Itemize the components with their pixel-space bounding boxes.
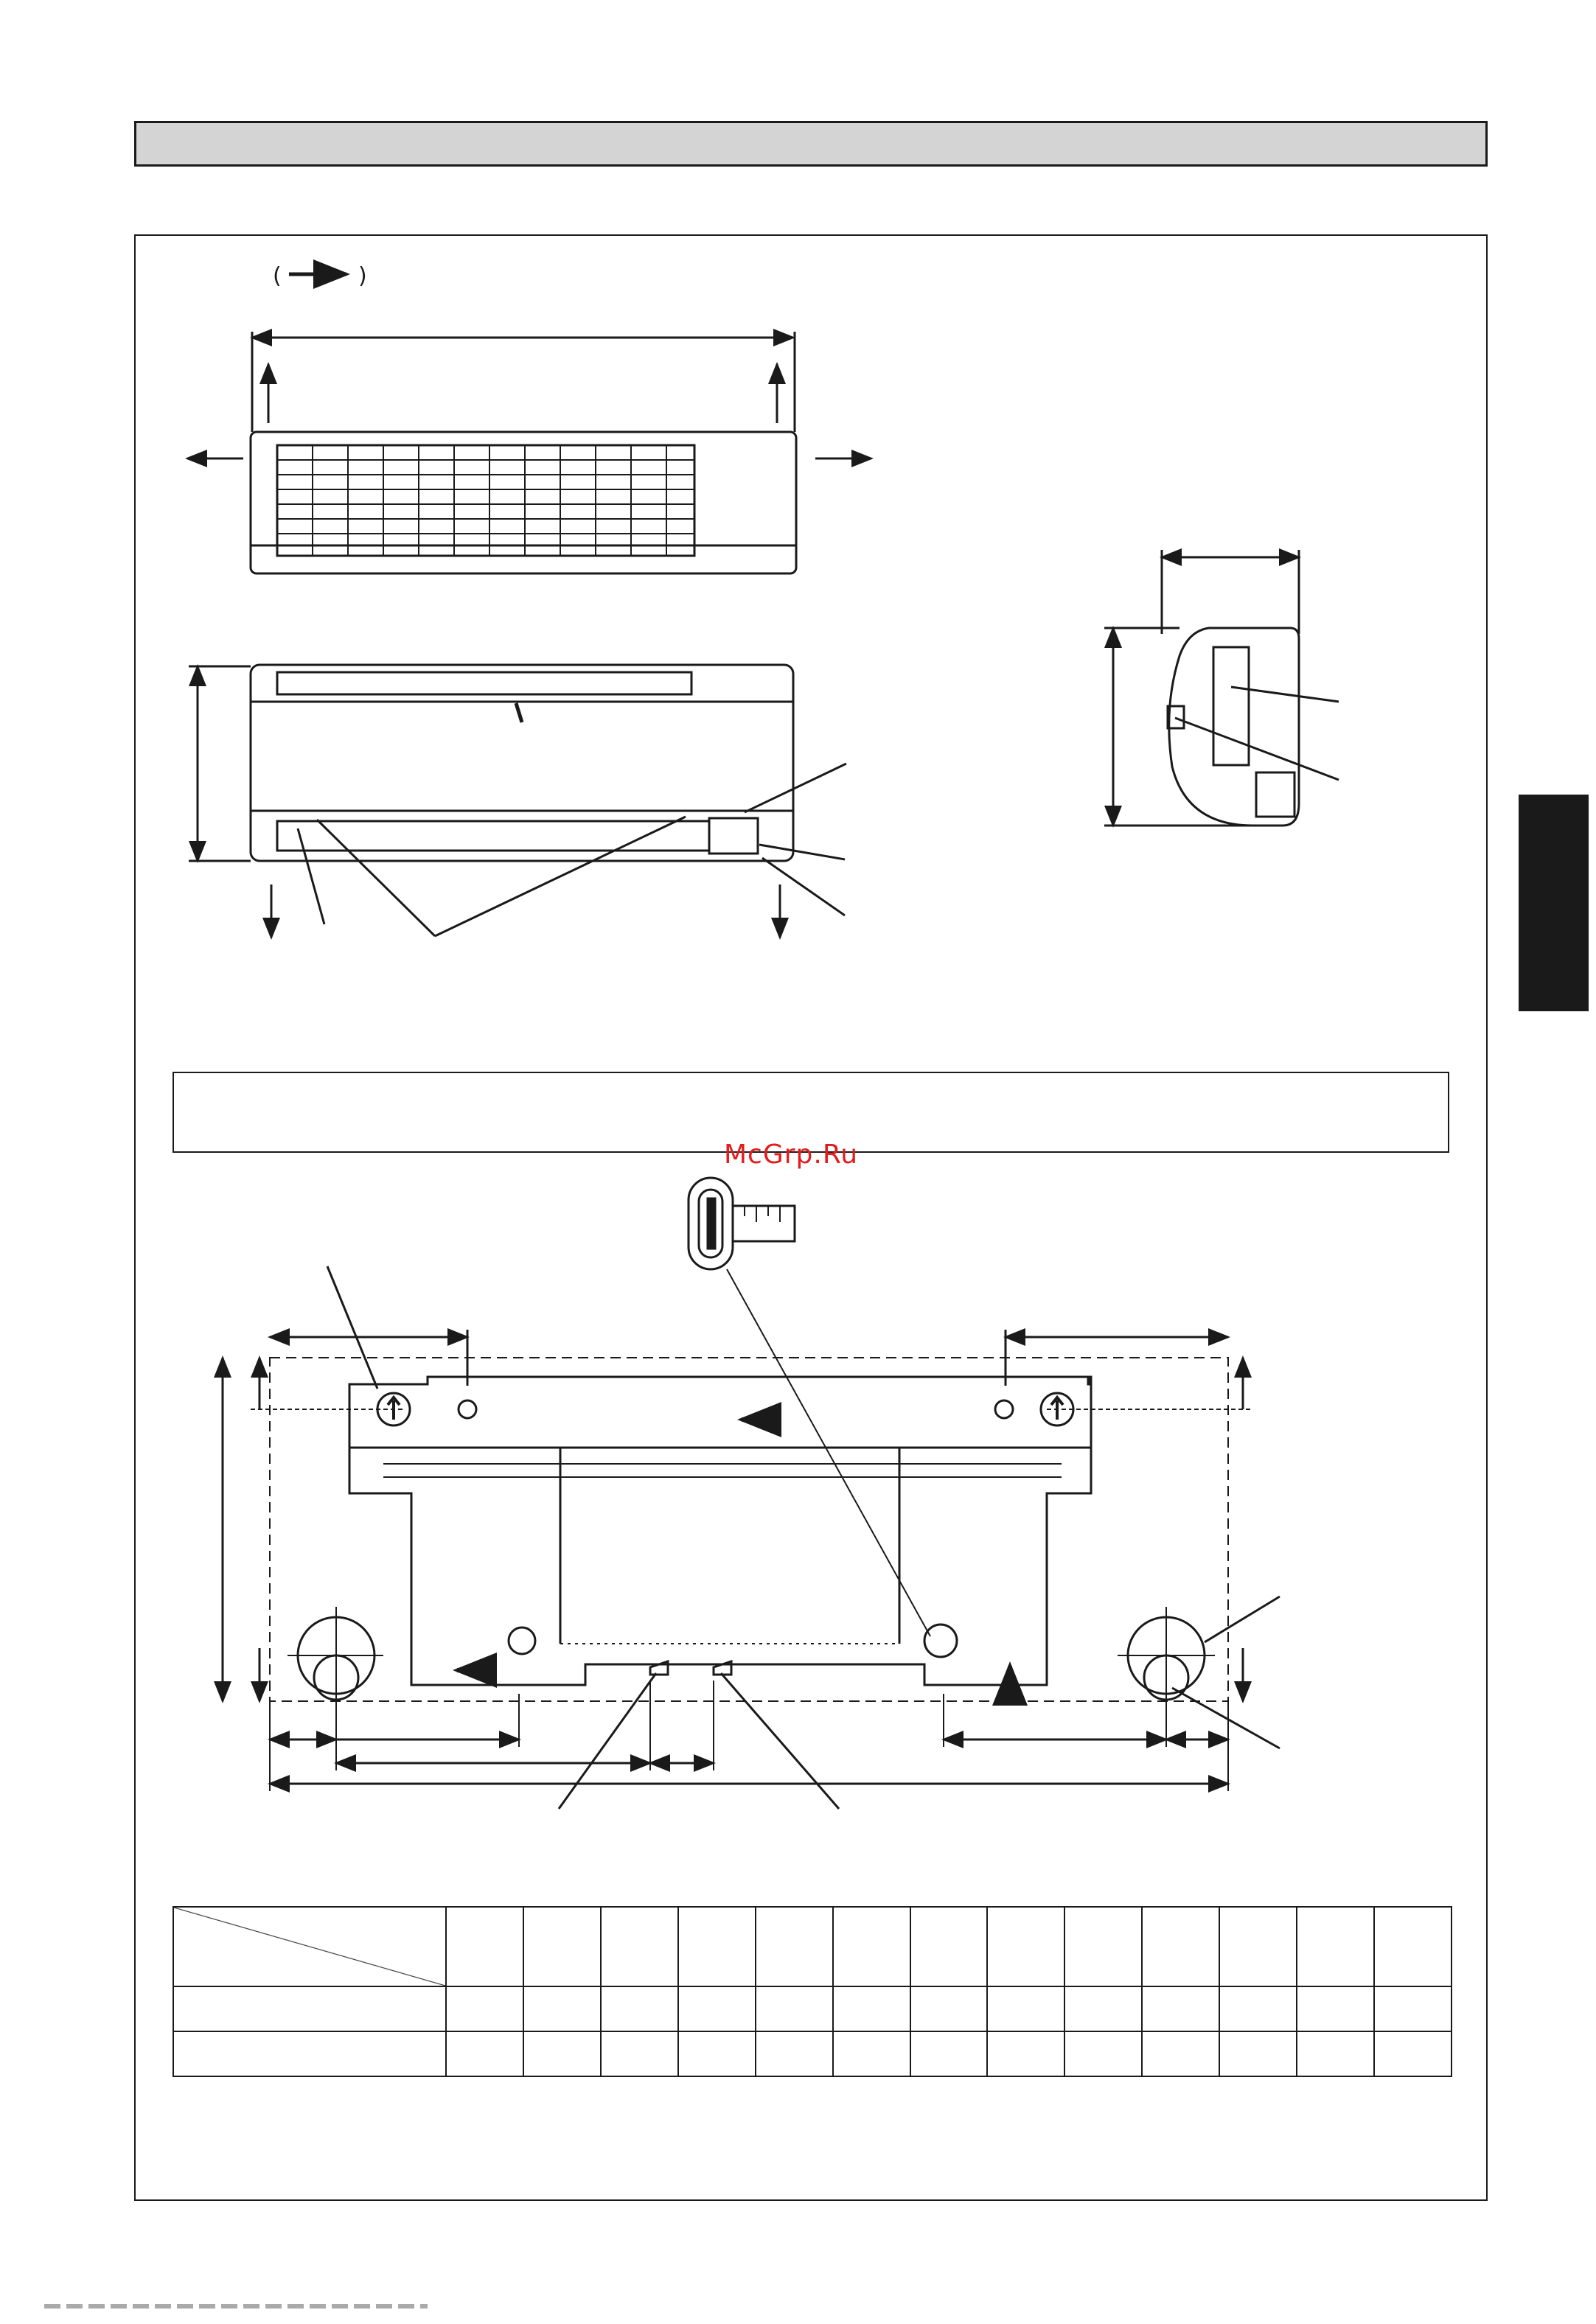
table-cell	[1219, 1986, 1297, 2031]
table-cell	[833, 1986, 910, 2031]
table-cell	[678, 2031, 756, 2076]
table-cell	[601, 1986, 678, 2031]
table-cell	[833, 1907, 910, 1986]
svg-text:): )	[358, 263, 367, 289]
table-cell	[1374, 1986, 1452, 2031]
table-cell	[446, 2031, 523, 2076]
table-cell	[1219, 2031, 1297, 2076]
table-cell	[1064, 2031, 1142, 2076]
table-cell	[1297, 1907, 1374, 1986]
unit-front-view	[189, 665, 846, 938]
legend-arrow-icon	[273, 263, 367, 289]
table-row	[173, 1986, 1452, 2031]
table-cell	[446, 1986, 523, 2031]
watermark: McGrp.Ru	[724, 1140, 859, 1170]
table-cell	[173, 1986, 446, 2031]
tape-measure-icon	[689, 1178, 930, 1636]
table-cell	[833, 2031, 910, 2076]
table-cell	[987, 1986, 1064, 2031]
table-cell	[678, 1907, 756, 1986]
table-cell	[1142, 1907, 1219, 1986]
table-row	[173, 2031, 1452, 2076]
unit-side-view	[1104, 550, 1339, 826]
table-cell	[601, 2031, 678, 2076]
table-cell	[987, 2031, 1064, 2076]
table-cell	[523, 1907, 601, 1986]
table-cell	[1064, 1907, 1142, 1986]
table-cell	[446, 1907, 523, 1986]
table-cell	[523, 2031, 601, 2076]
table-cell	[1142, 1986, 1219, 2031]
table-cell	[910, 2031, 988, 2076]
table-cell	[1297, 1986, 1374, 2031]
table-cell	[1297, 2031, 1374, 2076]
table-cell	[523, 1986, 601, 2031]
dimension-table	[173, 1906, 1452, 2077]
table-cell	[601, 1907, 678, 1986]
table-cell	[1374, 1907, 1452, 1986]
table-cell	[987, 1907, 1064, 1986]
table-cell	[1142, 2031, 1219, 2076]
table-cell	[910, 1907, 988, 1986]
table-cell	[1064, 1986, 1142, 2031]
table-cell	[756, 2031, 833, 2076]
svg-text:(: (	[273, 263, 282, 289]
table-corner-cell	[173, 1907, 446, 1986]
table-cell	[910, 1986, 988, 2031]
footer-print-marks	[44, 2304, 428, 2309]
mounting-plate-layout	[223, 1266, 1280, 1809]
table-cell	[756, 1986, 833, 2031]
table-cell	[1219, 1907, 1297, 1986]
table-cell	[1374, 2031, 1452, 2076]
table-cell	[678, 1986, 756, 2031]
unit-top-view	[187, 332, 871, 573]
table-cell	[756, 1907, 833, 1986]
table-cell	[173, 2031, 446, 2076]
